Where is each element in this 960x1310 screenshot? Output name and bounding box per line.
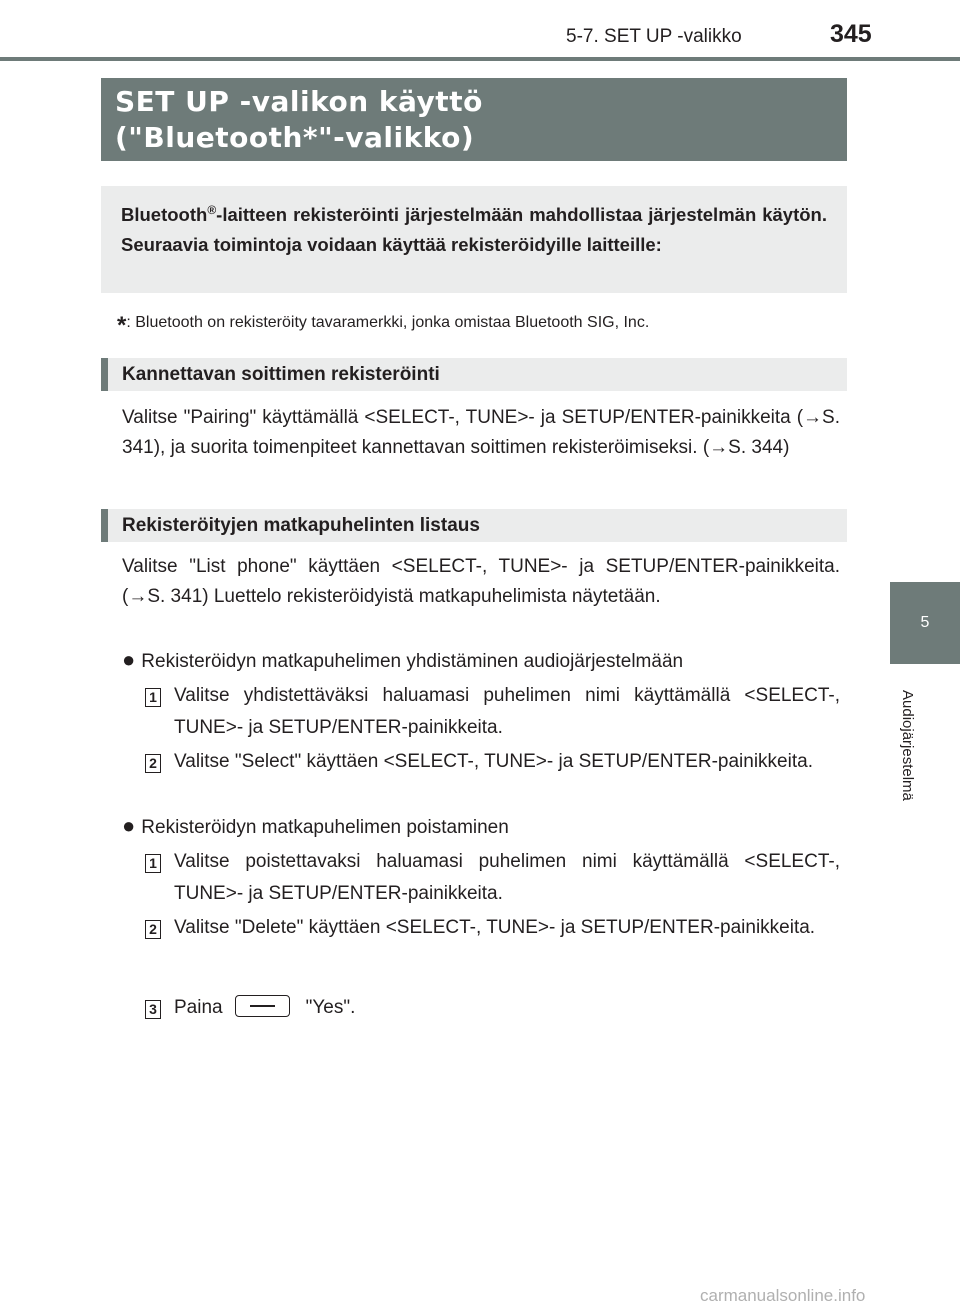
header-section-title: 5-7. SET UP -valikko <box>566 26 742 47</box>
page-number: 345 <box>830 20 872 48</box>
bullet-dot: ● <box>122 813 136 838</box>
section-heading-player: Kannettavan soittimen rekisteröinti <box>101 358 847 391</box>
step-number: 2 <box>145 754 161 773</box>
step-number: 1 <box>145 854 161 873</box>
button-icon <box>235 995 290 1017</box>
step-text: Valitse poistettavaksi haluamasi puhelimen nimi käyttämällä <SELECT-, TUNE>- ja SETUP/ENTER-painikkeita. <box>174 851 840 904</box>
bullet-delete <box>122 811 509 843</box>
step-text-press-yes <box>174 992 840 1024</box>
chapter-tab: 5 <box>890 582 960 664</box>
header-divider <box>0 57 960 61</box>
intro-box <box>101 186 847 293</box>
step-text-after: "Yes". <box>305 997 356 1018</box>
section-heading-phones: Rekisteröityjen matkapuhelinten listaus <box>101 509 847 542</box>
footnote-text: : Bluetooth on rekisteröity tavaramerkki, jonka omistaa Bluetooth SIG, Inc. <box>126 314 650 331</box>
step-number: 2 <box>145 920 161 939</box>
step-number: 1 <box>145 688 161 707</box>
page-title-line1: SET UP -valikon käyttö <box>115 85 483 118</box>
page-title-line2: ("Bluetooth*"-valikko) <box>115 121 475 154</box>
watermark: carmanualsonline.info <box>700 1286 866 1305</box>
step-text: Valitse yhdistettäväksi haluamasi puhelimen nimi käyttämällä <SELECT-, TUNE>- ja SETUP/ENTER-painikkeita. <box>174 685 840 738</box>
intro-text: -laitteen rekisteröinti järjestelmään mahdollistaa järjestelmän käytön. Seuraavia toimintoja voidaan käyttää rekisteröidyille laitteille: <box>121 204 827 256</box>
intro-lead: Bluetooth <box>121 204 208 226</box>
footnote <box>117 312 649 340</box>
bullet-delete-text: Rekisteröidyn matkapuhelimen poistaminen <box>141 817 509 838</box>
bullet-connect-text: Rekisteröidyn matkapuhelimen yhdistäminen audiojärjestelmään <box>141 651 684 672</box>
footnote-star: * <box>117 312 127 339</box>
step-text: Valitse "Delete" käyttäen <SELECT-, TUNE>- ja SETUP/ENTER-painikkeita. <box>174 917 816 938</box>
bullet-dot: ● <box>122 647 136 672</box>
step-text: Valitse "Select" käyttäen <SELECT-, TUNE>- ja SETUP/ENTER-painikkeita. <box>174 751 813 772</box>
chapter-label: Audiojärjestelmä <box>899 690 916 801</box>
page-title-band <box>101 78 847 161</box>
registered-mark: ® <box>207 203 217 217</box>
bullet-connect <box>122 645 683 677</box>
step-number: 3 <box>145 1000 161 1019</box>
section-text-phones: Valitse "List phone" käyttäen <SELECT-, TUNE>- ja SETUP/ENTER-painikkeita. (→S. 341) Luettelo rekisteröidyistä matkapuhelimista näytetään. <box>122 556 840 607</box>
step-text-before: Paina <box>174 997 223 1018</box>
section-text-player: Valitse "Pairing" käyttämällä <SELECT-, TUNE>- ja SETUP/ENTER-painikkeita (→S. 341), ja suorita toimenpiteet kannettavan soittimen rekisteröimiseksi. (→S. 344) <box>122 407 840 458</box>
